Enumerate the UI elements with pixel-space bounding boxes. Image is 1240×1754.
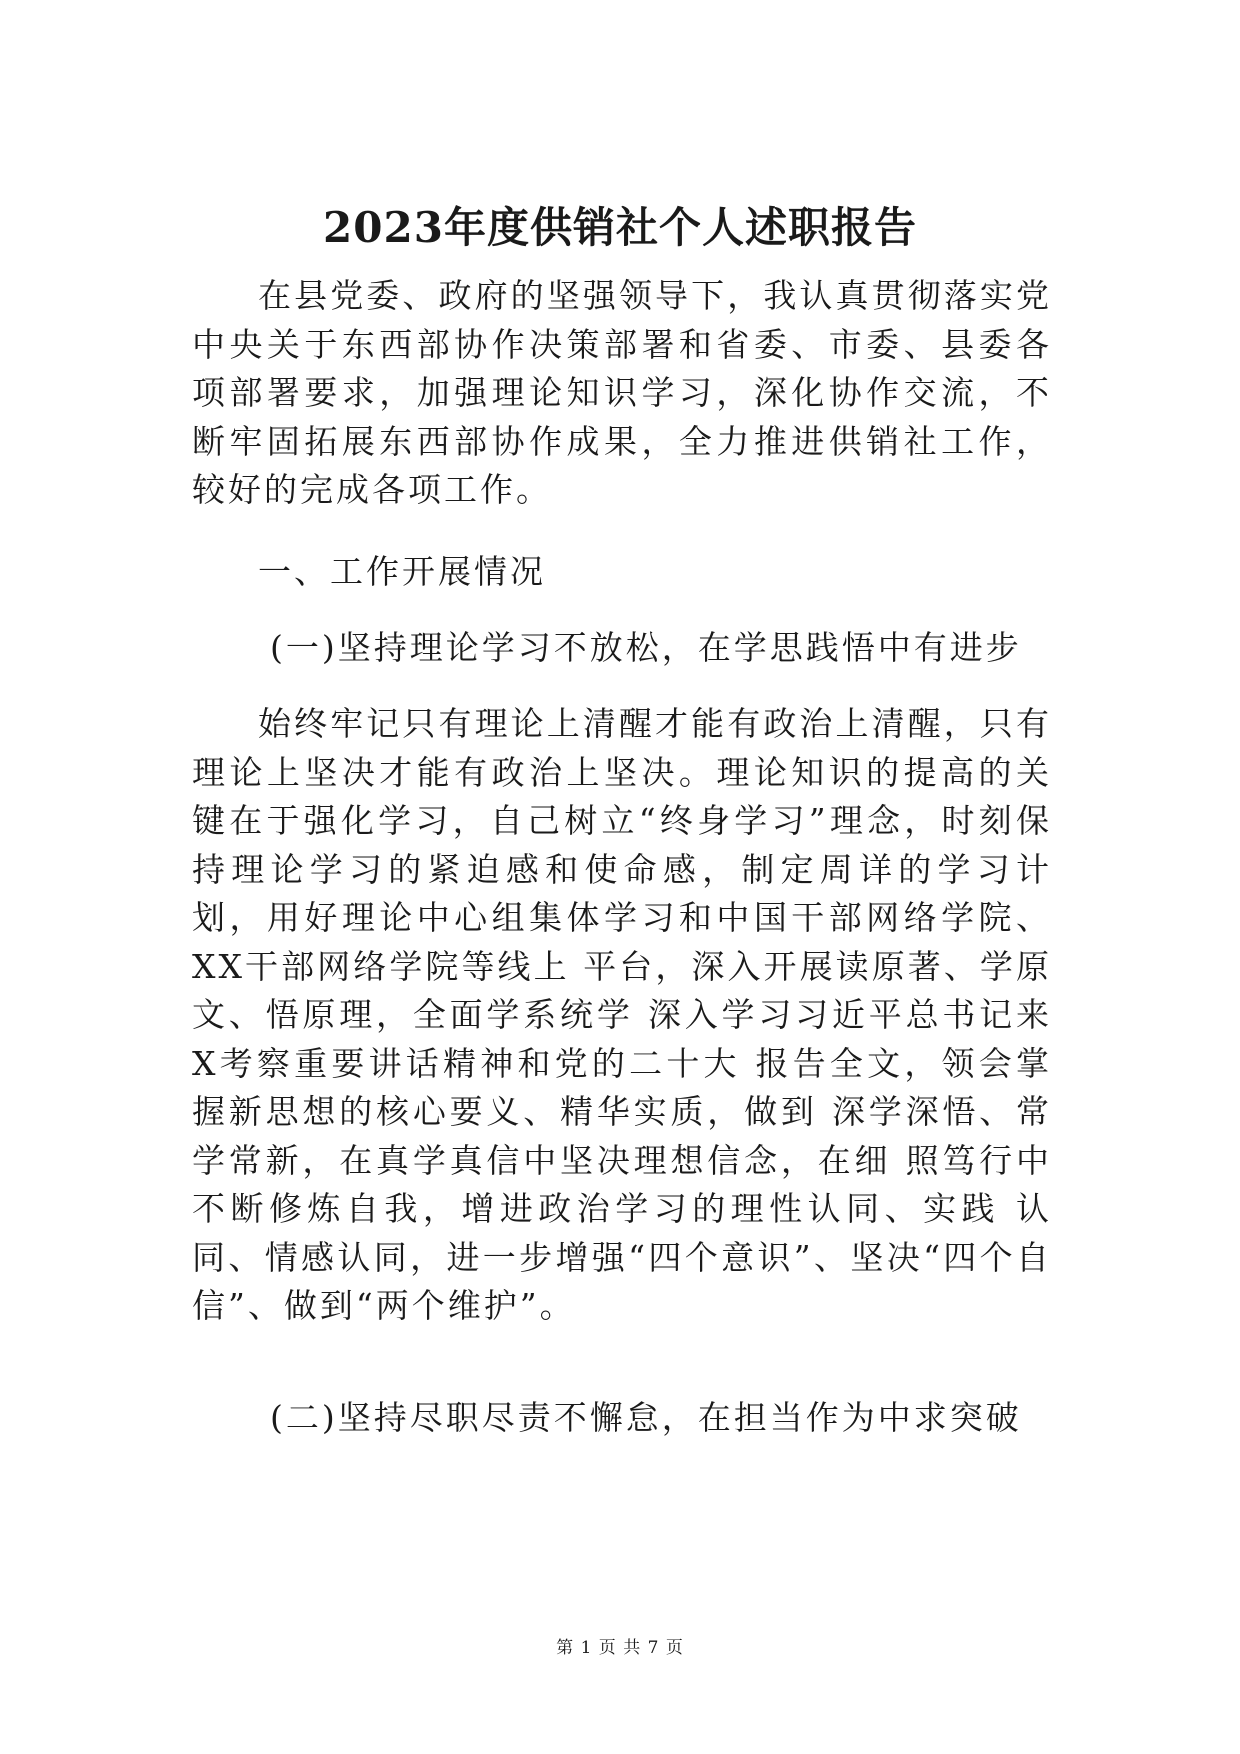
page-number-footer: 第 1 页 共 7 页: [556, 1638, 684, 1658]
body-paragraph-one: 始终牢记只有理论上清醒才能有政治上清醒，只有理论上坚决才能有政治上坚决。理论知识的提高的关键在于强化学习，自己树立“终身学习”理念，时刻保持理论学习的紧迫感和使命感，制定周详的学习计划，用好理论中心组集体学习和中国干部网络学院、XX干部网络学院等线上 平台，深入开展读原著、学原文、悟原理，全面学系统学 深入学习习近平总书记来X考察重要讲话精神和党的二十大 报告全文，领会掌握新思想的核心要义、精华实质，做到 深学深悟、常学常新，在真学真信中坚决理想信念，在细 照笃行中不断修炼自我，增进政治学习的理性认同、实践 认同、情感认同，进一步增强“四个意识”、坚决“四个自信”、做到“两个维护”。: [192, 704, 1052, 1325]
intro-paragraph: 在县党委、政府的坚强领导下，我认真贯彻落实党中央关于东西部协作决策部署和省委、市委、县委各项部署要求，加强理论知识学习，深化协作交流，不断牢固拓展东西部协作成果，全力推进供销社工作，较好的完成各项工作。: [192, 276, 1052, 509]
document-title: 2023年度供销社个人述职报告: [323, 203, 917, 253]
section-heading-one: 一、工作开展情况: [258, 552, 546, 591]
subsection-heading-one: (一)坚持理论学习不放松，在学思践悟中有进步: [270, 628, 1022, 667]
subsection-heading-two: (二)坚持尽职尽责不懈怠，在担当作为中求突破: [270, 1398, 1022, 1437]
